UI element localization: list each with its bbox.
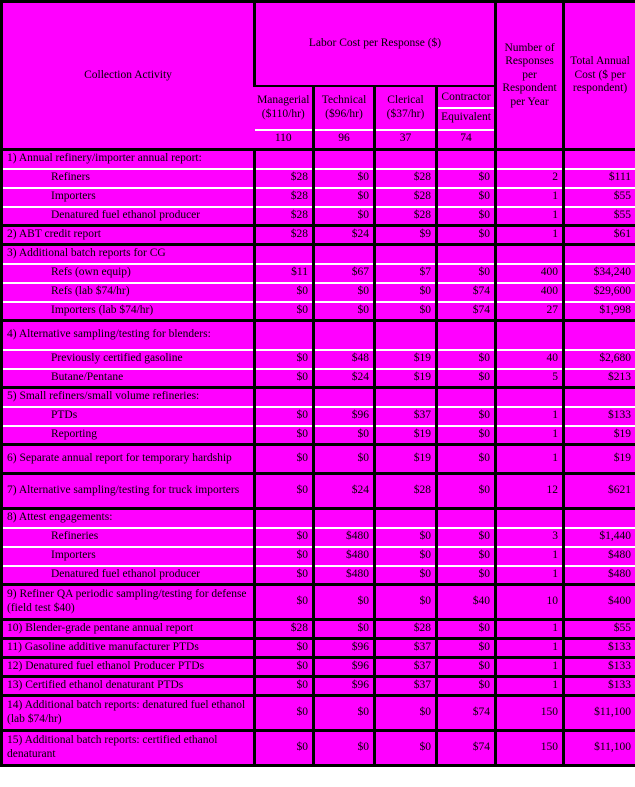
contractor-cost-cell: $0 [437, 369, 496, 388]
managerial-cost-cell: $0 [255, 369, 314, 388]
header-contractor-line2: Equivalent [438, 107, 494, 127]
managerial-cost-cell: $0 [255, 677, 314, 696]
clerical-cost-cell: $37 [375, 658, 437, 677]
header-labor-cost-group: Labor Cost per Response ($) [255, 2, 496, 86]
clerical-cost-cell: $9 [375, 226, 437, 245]
activity-cell: 5) Small refiners/small volume refineries: [2, 388, 255, 407]
table-row [2, 731, 635, 766]
table-row [2, 226, 635, 245]
managerial-cost-cell: $0 [255, 426, 314, 445]
technical-cost-cell: $0 [314, 283, 375, 302]
technical-cost-cell: $96 [314, 407, 375, 426]
responses-cell: 40 [496, 350, 564, 369]
activity-cell: 3) Additional batch reports for CG [2, 245, 255, 264]
total-cost-cell: $621 [564, 474, 635, 509]
responses-cell [496, 388, 564, 407]
total-cost-cell: $133 [564, 407, 635, 426]
table-row [2, 350, 635, 369]
technical-cost-cell [314, 150, 375, 169]
table-row [2, 321, 635, 350]
table-body [2, 150, 635, 766]
managerial-cost-cell: $0 [255, 585, 314, 620]
total-cost-cell: $1,998 [564, 302, 635, 321]
responses-cell: 150 [496, 696, 564, 731]
managerial-cost-cell: $28 [255, 169, 314, 188]
technical-cost-cell: $0 [314, 207, 375, 226]
total-cost-cell [564, 150, 635, 169]
activity-cell: 9) Refiner QA periodic sampling/testing for defense (field test $40) [2, 585, 255, 620]
contractor-cost-cell: $0 [437, 226, 496, 245]
responses-cell: 1 [496, 207, 564, 226]
clerical-cost-cell: $0 [375, 547, 437, 566]
technical-cost-cell [314, 509, 375, 528]
activity-cell: 1) Annual refinery/importer annual report: [2, 150, 255, 169]
total-cost-cell: $480 [564, 547, 635, 566]
total-cost-cell: $61 [564, 226, 635, 245]
clerical-cost-cell [375, 245, 437, 264]
header-managerial: Managerial ($110/hr) [255, 86, 314, 130]
managerial-cost-cell [255, 321, 314, 350]
activity-cell: 11) Gasoline additive manufacturer PTDs [2, 639, 255, 658]
table-row [2, 547, 635, 566]
contractor-cost-cell: $0 [437, 566, 496, 585]
table-row [2, 207, 635, 226]
table-row [2, 696, 635, 731]
responses-cell: 400 [496, 283, 564, 302]
activity-cell: Refs (lab $74/hr) [2, 283, 255, 302]
total-cost-cell [564, 245, 635, 264]
table-row [2, 302, 635, 321]
responses-cell: 1 [496, 566, 564, 585]
contractor-cost-cell: $0 [437, 677, 496, 696]
technical-cost-cell: $0 [314, 445, 375, 474]
responses-cell: 1 [496, 226, 564, 245]
total-cost-cell: $480 [564, 566, 635, 585]
table-header [2, 2, 635, 150]
managerial-cost-cell [255, 245, 314, 264]
contractor-cost-cell: $0 [437, 658, 496, 677]
clerical-cost-cell: $7 [375, 264, 437, 283]
responses-cell: 27 [496, 302, 564, 321]
activity-cell: Refiners [2, 169, 255, 188]
contractor-cost-cell: $0 [437, 426, 496, 445]
responses-cell: 12 [496, 474, 564, 509]
managerial-cost-cell: $0 [255, 474, 314, 509]
technical-cost-cell: $0 [314, 620, 375, 639]
activity-cell: Importers [2, 188, 255, 207]
contractor-cost-cell: $74 [437, 696, 496, 731]
header-contractor [437, 86, 496, 130]
table-row [2, 566, 635, 585]
technical-cost-cell [314, 388, 375, 407]
clerical-cost-cell: $0 [375, 585, 437, 620]
technical-cost-cell: $0 [314, 696, 375, 731]
rate-clerical: 37 [375, 130, 437, 150]
table-row [2, 169, 635, 188]
responses-cell: 3 [496, 528, 564, 547]
technical-cost-cell: $96 [314, 677, 375, 696]
clerical-cost-cell: $28 [375, 474, 437, 509]
responses-cell: 2 [496, 169, 564, 188]
rate-technical: 96 [314, 130, 375, 150]
managerial-cost-cell: $28 [255, 188, 314, 207]
total-cost-cell: $11,100 [564, 731, 635, 766]
table-row [2, 528, 635, 547]
responses-cell: 1 [496, 620, 564, 639]
clerical-cost-cell [375, 388, 437, 407]
activity-cell: 15) Additional batch reports: certified ethanol denaturant [2, 731, 255, 766]
responses-cell: 1 [496, 547, 564, 566]
table-row [2, 677, 635, 696]
managerial-cost-cell: $28 [255, 226, 314, 245]
activity-cell: 14) Additional batch reports: denatured fuel ethanol (lab $74/hr) [2, 696, 255, 731]
activity-cell: Denatured fuel ethanol producer [2, 207, 255, 226]
total-cost-cell: $400 [564, 585, 635, 620]
managerial-cost-cell: $0 [255, 639, 314, 658]
header-contractor-line1: Contractor [441, 90, 491, 103]
header-total-annual-cost: Total Annual Cost ($ per respondent) [564, 2, 635, 150]
managerial-cost-cell: $0 [255, 528, 314, 547]
responses-cell [496, 509, 564, 528]
header-technical: Technical ($96/hr) [314, 86, 375, 130]
managerial-cost-cell: $0 [255, 731, 314, 766]
table-row [2, 426, 635, 445]
technical-cost-cell [314, 321, 375, 350]
contractor-cost-cell: $0 [437, 350, 496, 369]
total-cost-cell: $1,440 [564, 528, 635, 547]
technical-cost-cell: $480 [314, 547, 375, 566]
activity-cell: Denatured fuel ethanol producer [2, 566, 255, 585]
activity-cell: Reporting [2, 426, 255, 445]
clerical-cost-cell [375, 321, 437, 350]
contractor-cost-cell: $40 [437, 585, 496, 620]
technical-cost-cell: $24 [314, 369, 375, 388]
total-cost-cell: $55 [564, 207, 635, 226]
rate-managerial: 110 [255, 130, 314, 150]
total-cost-cell: $133 [564, 658, 635, 677]
clerical-cost-cell [375, 509, 437, 528]
managerial-cost-cell: $11 [255, 264, 314, 283]
managerial-cost-cell: $0 [255, 407, 314, 426]
activity-cell: Refineries [2, 528, 255, 547]
table-row [2, 264, 635, 283]
technical-cost-cell: $96 [314, 658, 375, 677]
contractor-cost-cell [437, 388, 496, 407]
technical-cost-cell: $48 [314, 350, 375, 369]
header-number-of-responses: Number of Responses per Respondent per Year [496, 2, 564, 150]
managerial-cost-cell: $0 [255, 350, 314, 369]
total-cost-cell [564, 509, 635, 528]
activity-cell: PTDs [2, 407, 255, 426]
responses-cell: 1 [496, 445, 564, 474]
clerical-cost-cell: $19 [375, 426, 437, 445]
table-row [2, 474, 635, 509]
managerial-cost-cell: $0 [255, 696, 314, 731]
responses-cell: 150 [496, 731, 564, 766]
technical-cost-cell: $24 [314, 474, 375, 509]
activity-cell: Butane/Pentane [2, 369, 255, 388]
clerical-cost-cell: $28 [375, 169, 437, 188]
technical-cost-cell: $67 [314, 264, 375, 283]
activity-cell: 2) ABT credit report [2, 226, 255, 245]
technical-cost-cell [314, 245, 375, 264]
total-cost-cell: $34,240 [564, 264, 635, 283]
total-cost-cell: $29,600 [564, 283, 635, 302]
activity-cell: 8) Attest engagements: [2, 509, 255, 528]
total-cost-cell: $19 [564, 445, 635, 474]
total-cost-cell [564, 321, 635, 350]
contractor-cost-cell: $0 [437, 474, 496, 509]
clerical-cost-cell: $0 [375, 283, 437, 302]
total-cost-cell: $55 [564, 188, 635, 207]
technical-cost-cell: $0 [314, 169, 375, 188]
managerial-cost-cell: $28 [255, 620, 314, 639]
technical-cost-cell: $480 [314, 566, 375, 585]
table-row [2, 188, 635, 207]
activity-cell: 6) Separate annual report for temporary hardship [2, 445, 255, 474]
activity-cell: 10) Blender-grade pentane annual report [2, 620, 255, 639]
managerial-cost-cell: $0 [255, 547, 314, 566]
managerial-cost-cell [255, 150, 314, 169]
table-row [2, 620, 635, 639]
activity-cell: 7) Alternative sampling/testing for truck importers [2, 474, 255, 509]
responses-cell [496, 245, 564, 264]
clerical-cost-cell: $19 [375, 445, 437, 474]
contractor-cost-cell: $74 [437, 302, 496, 321]
technical-cost-cell: $480 [314, 528, 375, 547]
managerial-cost-cell: $0 [255, 566, 314, 585]
technical-cost-cell: $0 [314, 302, 375, 321]
table-row [2, 407, 635, 426]
contractor-cost-cell [437, 321, 496, 350]
activity-cell: 13) Certified ethanol denaturant PTDs [2, 677, 255, 696]
contractor-cost-cell: $0 [437, 169, 496, 188]
managerial-cost-cell: $28 [255, 207, 314, 226]
contractor-cost-cell: $0 [437, 620, 496, 639]
total-cost-cell: $213 [564, 369, 635, 388]
table-row [2, 445, 635, 474]
managerial-cost-cell: $0 [255, 302, 314, 321]
total-cost-cell: $111 [564, 169, 635, 188]
contractor-cost-cell: $74 [437, 283, 496, 302]
managerial-cost-cell [255, 388, 314, 407]
responses-cell: 400 [496, 264, 564, 283]
activity-cell: Importers [2, 547, 255, 566]
managerial-cost-cell [255, 509, 314, 528]
clerical-cost-cell: $37 [375, 639, 437, 658]
total-cost-cell: $11,100 [564, 696, 635, 731]
technical-cost-cell: $0 [314, 188, 375, 207]
table-row [2, 388, 635, 407]
clerical-cost-cell: $0 [375, 528, 437, 547]
clerical-cost-cell: $19 [375, 350, 437, 369]
technical-cost-cell: $0 [314, 585, 375, 620]
contractor-cost-cell: $74 [437, 731, 496, 766]
table-row [2, 283, 635, 302]
responses-cell: 5 [496, 369, 564, 388]
activity-cell: Previously certified gasoline [2, 350, 255, 369]
contractor-cost-cell: $0 [437, 445, 496, 474]
technical-cost-cell: $24 [314, 226, 375, 245]
table-row [2, 369, 635, 388]
managerial-cost-cell: $0 [255, 283, 314, 302]
contractor-cost-cell [437, 150, 496, 169]
activity-cell: Importers (lab $74/hr) [2, 302, 255, 321]
responses-cell: 1 [496, 677, 564, 696]
activity-cell: Refs (own equip) [2, 264, 255, 283]
contractor-cost-cell: $0 [437, 188, 496, 207]
activity-cell: 12) Denatured fuel ethanol Producer PTDs [2, 658, 255, 677]
total-cost-cell: $133 [564, 677, 635, 696]
total-cost-cell: $133 [564, 639, 635, 658]
activity-cell: 4) Alternative sampling/testing for blenders: [2, 321, 255, 350]
managerial-cost-cell: $0 [255, 445, 314, 474]
total-cost-cell: $55 [564, 620, 635, 639]
responses-cell: 1 [496, 188, 564, 207]
rate-contractor: 74 [437, 130, 496, 150]
contractor-cost-cell: $0 [437, 547, 496, 566]
responses-cell: 10 [496, 585, 564, 620]
table-row [2, 150, 635, 169]
contractor-cost-cell [437, 245, 496, 264]
contractor-cost-cell: $0 [437, 207, 496, 226]
clerical-cost-cell: $19 [375, 369, 437, 388]
header-collection-activity: Collection Activity [2, 2, 255, 150]
clerical-cost-cell: $0 [375, 731, 437, 766]
contractor-cost-cell: $0 [437, 639, 496, 658]
table-row [2, 509, 635, 528]
responses-cell: 1 [496, 407, 564, 426]
clerical-cost-cell: $0 [375, 696, 437, 731]
responses-cell: 1 [496, 426, 564, 445]
managerial-cost-cell: $0 [255, 658, 314, 677]
contractor-cost-cell: $0 [437, 264, 496, 283]
header-clerical: Clerical ($37/hr) [375, 86, 437, 130]
header-row-groups [2, 2, 635, 86]
total-cost-cell [564, 388, 635, 407]
clerical-cost-cell: $37 [375, 677, 437, 696]
total-cost-cell: $19 [564, 426, 635, 445]
responses-cell [496, 150, 564, 169]
contractor-cost-cell [437, 509, 496, 528]
clerical-cost-cell: $0 [375, 566, 437, 585]
technical-cost-cell: $0 [314, 731, 375, 766]
clerical-cost-cell: $28 [375, 620, 437, 639]
table-row [2, 585, 635, 620]
total-cost-cell: $2,680 [564, 350, 635, 369]
table-row [2, 245, 635, 264]
table-row [2, 639, 635, 658]
clerical-cost-cell: $28 [375, 188, 437, 207]
responses-cell: 1 [496, 639, 564, 658]
technical-cost-cell: $96 [314, 639, 375, 658]
contractor-cost-cell: $0 [437, 407, 496, 426]
responses-cell [496, 321, 564, 350]
contractor-cost-cell: $0 [437, 528, 496, 547]
clerical-cost-cell: $28 [375, 207, 437, 226]
clerical-cost-cell: $37 [375, 407, 437, 426]
table-row [2, 658, 635, 677]
technical-cost-cell: $0 [314, 426, 375, 445]
responses-cell: 1 [496, 658, 564, 677]
clerical-cost-cell [375, 150, 437, 169]
clerical-cost-cell: $0 [375, 302, 437, 321]
